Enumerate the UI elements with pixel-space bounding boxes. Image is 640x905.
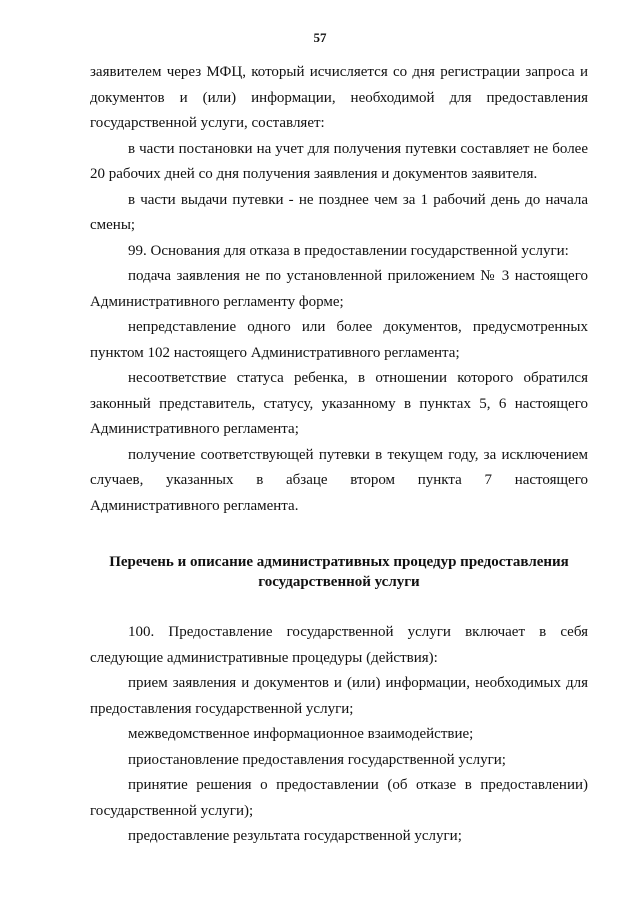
paragraph: межведомственное информационное взаимодействие;: [128, 726, 474, 742]
paragraph: подача заявления не по установленной приложением № 3 настоящего Административного регламенту форме;: [90, 268, 588, 310]
paragraph: приостановление предоставления государственной услуги;: [128, 751, 506, 768]
paragraph: непредставление одного или более документов, предусмотренных пунктом 102 настоящего Административного регламента;: [90, 319, 588, 361]
paragraph: заявителем через МФЦ, который исчисляется со дня регистрации запроса и документов и (или) информации, необходимой для предоставления государственной услуги, составляет:: [90, 64, 588, 131]
page-number: 57: [313, 30, 327, 45]
paragraph: прием заявления и документов и (или) информации, необходимых для предоставления государственной услуги;: [90, 675, 588, 717]
paragraph: принятие решения о предоставлении (об отказе в предоставлении) государственной услуги);: [90, 777, 588, 819]
paragraph: несоответствие статуса ребенка, в отношении которого обратился законный представитель, статусу, указанному в пунктах 5, 6 настоящего Административного регламента;: [90, 370, 588, 437]
paragraph: 100. Предоставление государственной услуги включает в себя следующие административные процедуры (действия):: [90, 624, 588, 666]
document-body: [90, 60, 588, 850]
paragraph: в части выдачи путевки - не позднее чем за 1 рабочий день до начала смены;: [90, 191, 588, 233]
paragraph: 99. Основания для отказа в предоставлении государственной услуги:: [128, 242, 569, 259]
paragraph: в части постановки на учет для получения путевки составляет не более 20 рабочих дней со дня получения заявления и документов заявителя.: [90, 140, 588, 182]
section-heading: Перечень и описание административных процедур предоставления государственной услуги: [109, 554, 569, 590]
paragraph: предоставление результата государственной услуги;: [128, 828, 462, 844]
paragraph: получение соответствующей путевки в текущем году, за исключением случаев, указанных в абзаце втором пункта 7 настоящего Административного регламента.: [90, 446, 588, 514]
